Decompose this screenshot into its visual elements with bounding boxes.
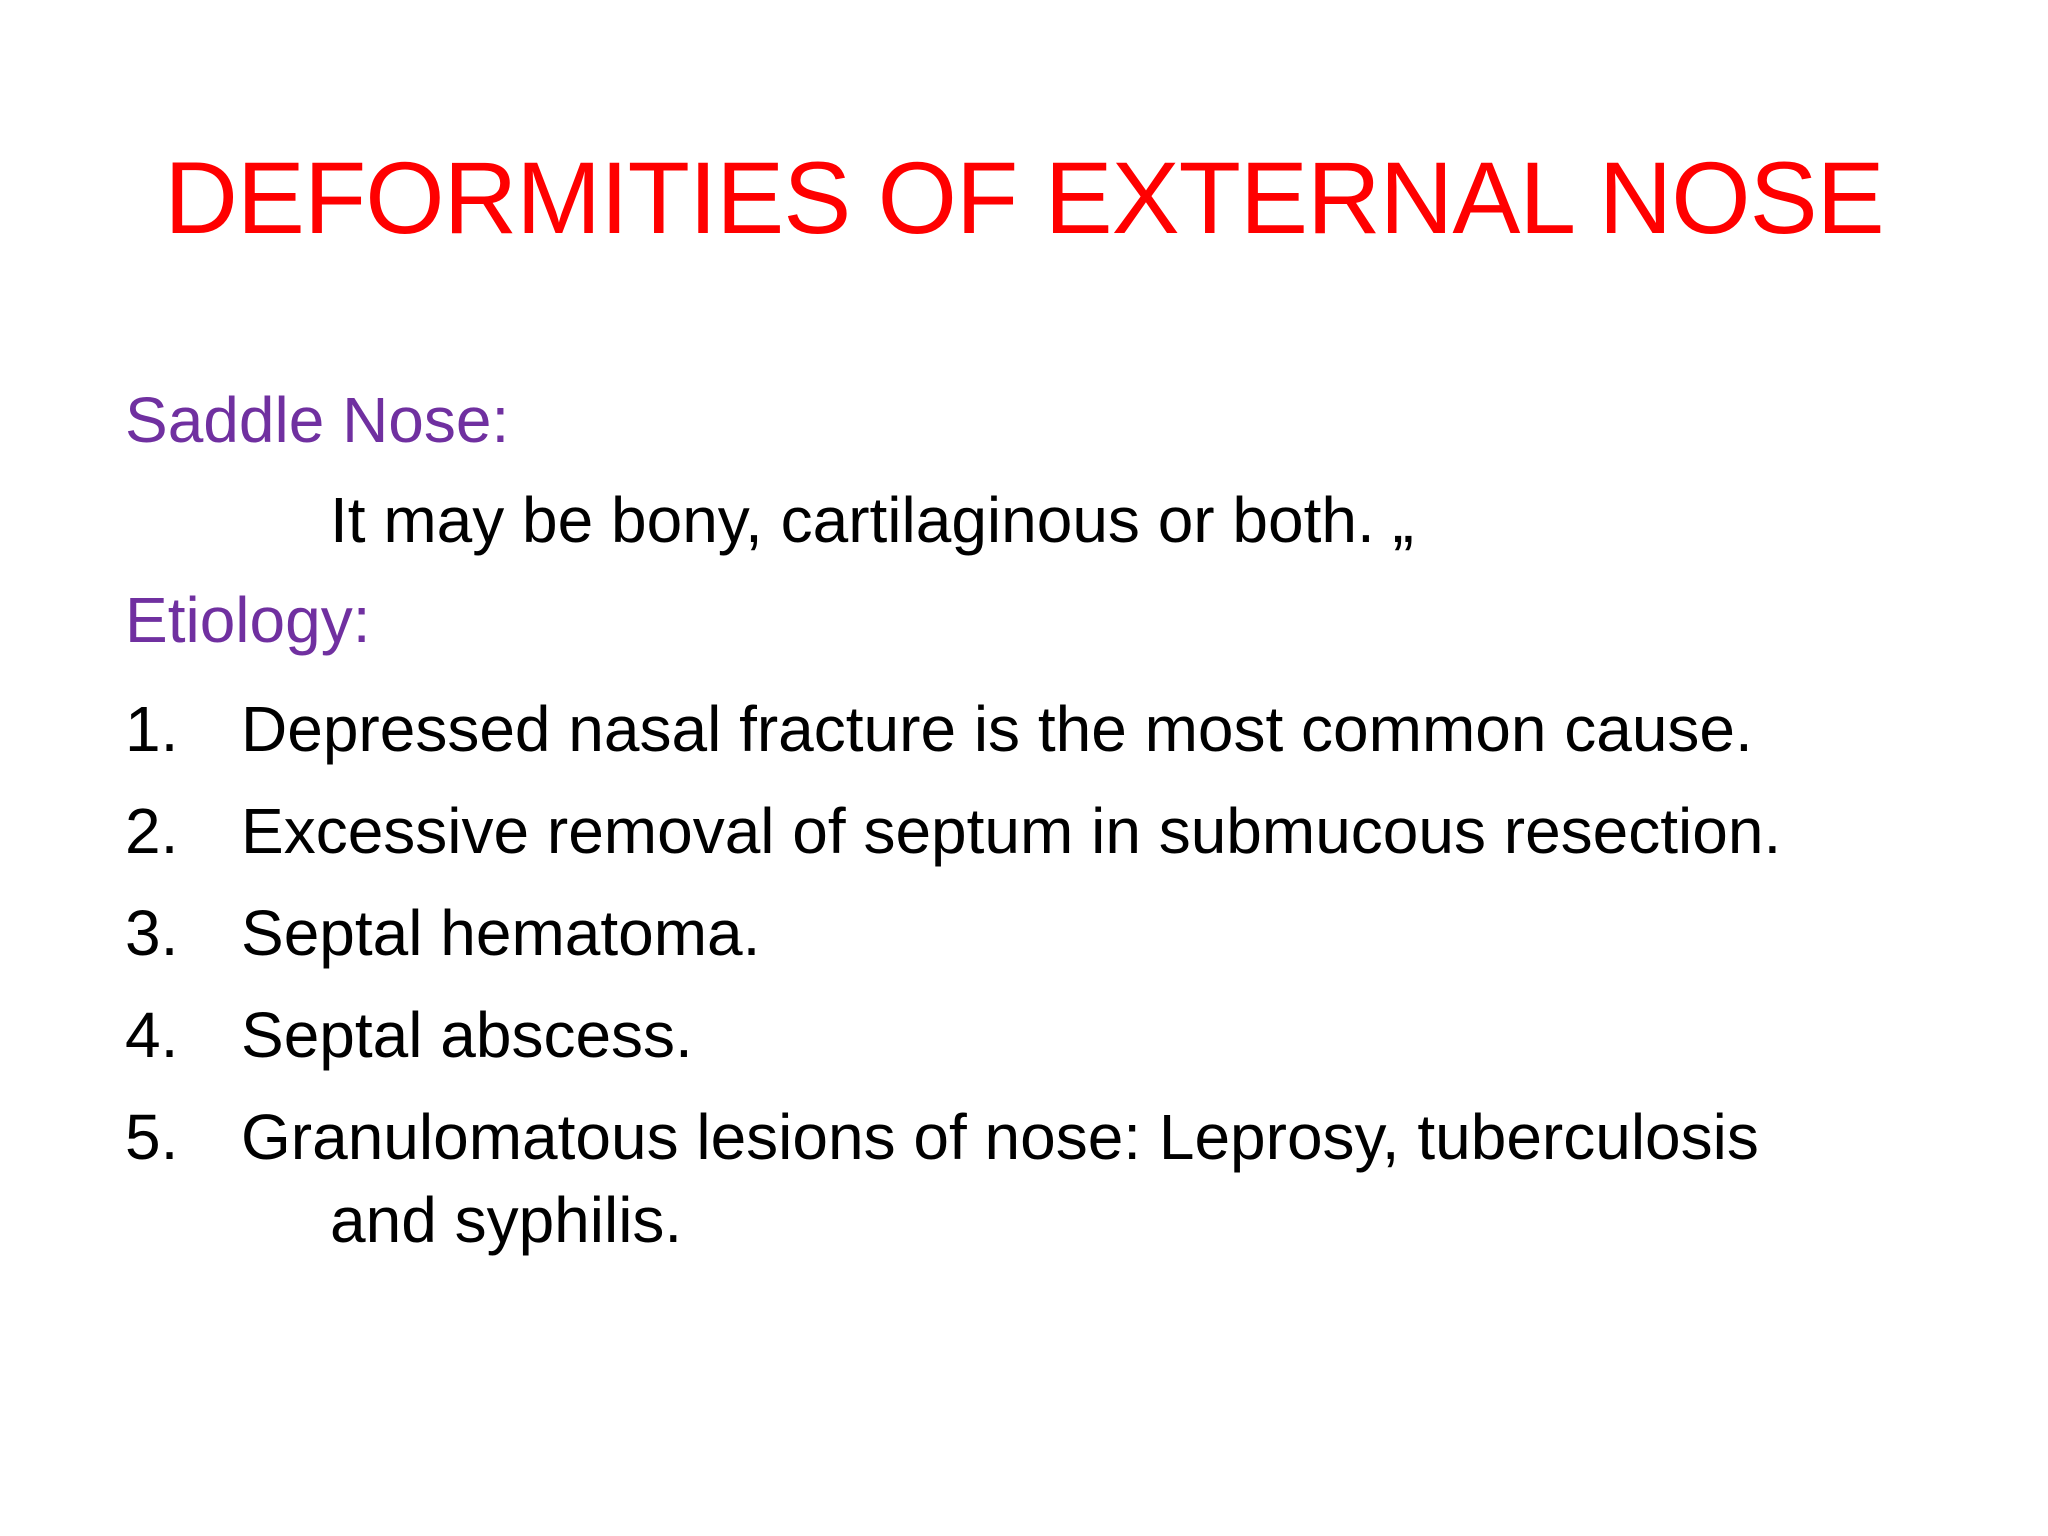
saddle-nose-description: It may be bony, cartilaginous or both. „: [330, 484, 1414, 556]
etiology-list: [125, 670, 2005, 1260]
list-item: [125, 874, 2005, 976]
list-item: [125, 772, 2005, 874]
list-item: [125, 670, 2005, 772]
etiology-heading: Etiology:: [125, 584, 371, 656]
list-item-text: Excessive removal of septum in submucous resection.: [241, 795, 1782, 867]
saddle-nose-heading: Saddle Nose:: [125, 384, 510, 456]
list-item: [125, 1078, 2005, 1260]
list-item-number: 5.: [125, 1101, 179, 1173]
list-item-continuation: and syphilis.: [330, 1184, 683, 1256]
list-item-text: Septal abscess.: [241, 999, 693, 1071]
list-item: [125, 976, 2005, 1078]
list-item-number: 3.: [125, 897, 179, 969]
list-item-number: 4.: [125, 999, 179, 1071]
list-item-number: 1.: [125, 693, 179, 765]
list-item-text: Depressed nasal fracture is the most common cause.: [241, 693, 1753, 765]
list-item-text: Granulomatous lesions of nose: Leprosy, tuberculosis: [241, 1101, 1759, 1173]
slide-title: DEFORMITIES OF EXTERNAL NOSE: [164, 141, 1884, 255]
list-item-text-wrapper: [241, 1094, 1759, 1260]
list-item-text: Septal hematoma.: [241, 897, 761, 969]
list-item-number: 2.: [125, 795, 179, 867]
slide-body: [125, 370, 2005, 1260]
